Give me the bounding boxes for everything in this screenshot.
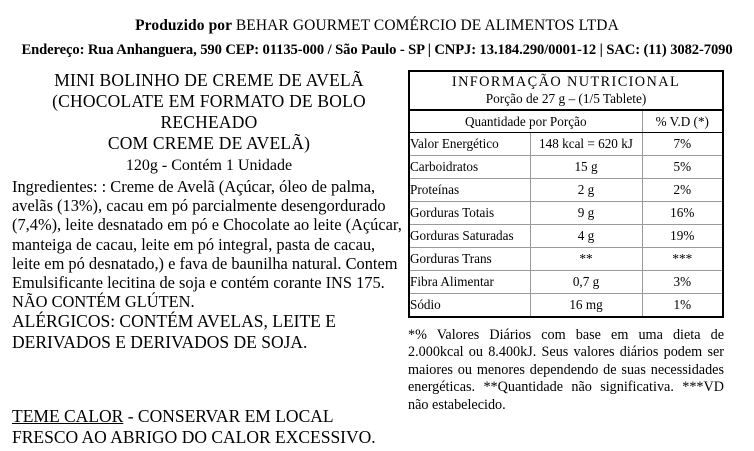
nutrient-vd: 1% xyxy=(642,294,723,318)
nutrient-label: Gorduras Saturadas xyxy=(409,225,530,248)
nutrient-vd: 16% xyxy=(642,202,723,225)
nutrient-label: Gorduras Trans xyxy=(409,248,530,271)
nutrition-column xyxy=(408,70,748,414)
storage-instructions xyxy=(12,406,406,448)
nutrition-footnote: *% Valores Diários com base em uma dieta de 2.000kcal ou 8.400kJ. Seus valores diários podem ser maiores ou menores dependendo de suas necessidades energéticas. **Quantidade não significativa. ***VD não estabelecido. xyxy=(408,327,724,413)
table-row xyxy=(409,202,723,225)
product-net-weight: 120g - Contém 1 Unidade xyxy=(125,157,293,174)
nutrition-title: INFORMAÇÃO NUTRICIONAL xyxy=(451,74,681,90)
address-line: Endereço: Rua Anhanguera, 590 CEP: 01135-000 / São Paulo - SP | CNPJ: 13.184.290/0001-12 | SAC: (11) 3082-7090 xyxy=(21,42,733,58)
nutrient-label: Valor Energético xyxy=(409,133,530,156)
product-title-line-2: (CHOCOLATE EM FORMATO DE BOLO RECHEADO xyxy=(52,91,366,132)
product-title xyxy=(12,70,406,154)
storage-heat-warning: TEME CALOR xyxy=(12,406,124,427)
table-row xyxy=(409,133,723,156)
nutrient-amount: 0,7 g xyxy=(530,271,642,294)
nutrient-amount: 4 g xyxy=(530,225,642,248)
nutrient-label: Fibra Alimentar xyxy=(409,271,530,294)
nutrient-amount: 16 mg xyxy=(530,294,642,318)
product-info-column xyxy=(8,70,406,448)
storage-line-1 xyxy=(12,406,406,427)
table-row xyxy=(409,179,723,202)
nutrient-amount: 9 g xyxy=(530,202,642,225)
ingredients-text: Ingredientes: : Creme de Avelã (Açúcar, óleo de palma, avelãs (13%), cacau em pó parcialmente desengordurado (7,4%), leite desnatado em pó e Chocolate ao leite (Açúcar, manteiga de cacau, leite em pó integral, pasta de cacau, leite em pó desnatado,) e fava de baunilha natural. Contem Emulsificante lecitina de soja e contém corante INS 175. NÃO CONTÉM GLÚTEN. xyxy=(12,177,402,312)
storage-line-2: FRESCO AO ABRIGO DO CALOR EXCESSIVO. xyxy=(12,427,376,448)
nutrient-amount: ** xyxy=(530,248,642,271)
nutrient-vd: 7% xyxy=(642,133,723,156)
nutrition-portion: Porção de 27 g – (1/5 Tablete) xyxy=(485,91,647,106)
produced-by-line xyxy=(0,16,754,36)
nutrient-vd: 19% xyxy=(642,225,723,248)
nutrient-label: Proteínas xyxy=(409,179,530,202)
table-row xyxy=(409,294,723,318)
nutrient-vd: 2% xyxy=(642,179,723,202)
nutrient-label: Carboidratos xyxy=(409,156,530,179)
nutrient-label: Sódio xyxy=(409,294,530,318)
manufacturer-header xyxy=(0,0,754,60)
table-row xyxy=(409,248,723,271)
produced-by-label: Produzido por xyxy=(135,17,236,34)
company-name: BEHAR GOURMET COMÉRCIO DE ALIMENTOS LTDA xyxy=(235,17,619,34)
table-row xyxy=(409,156,723,179)
nutrient-amount: 15 g xyxy=(530,156,642,179)
nutrition-title-row xyxy=(409,71,723,110)
nutrient-vd: 3% xyxy=(642,271,723,294)
table-row xyxy=(409,271,723,294)
allergen-line-1: ALÉRGICOS: CONTÉM AVELAS, LEITE E xyxy=(12,311,336,332)
label-body xyxy=(0,70,754,448)
nutrition-title-cell xyxy=(409,71,723,110)
nutrition-col-header-vd: % V.D (*) xyxy=(642,110,723,133)
table-row xyxy=(409,225,723,248)
nutrient-label: Gorduras Totais xyxy=(409,202,530,225)
nutrition-col-header-amount: Quantidade por Porção xyxy=(409,110,642,133)
allergen-line-2: DERIVADOS E DERIVADOS DE SOJA. xyxy=(12,331,308,352)
nutrition-subheader-row xyxy=(409,110,723,133)
nutrition-facts-table xyxy=(408,70,724,318)
allergen-warning xyxy=(12,311,406,352)
nutrient-vd: *** xyxy=(642,248,723,271)
product-title-line-3: COM CREME DE AVELÃ) xyxy=(107,133,311,153)
nutrition-table-body xyxy=(409,71,723,317)
nutrient-vd: 5% xyxy=(642,156,723,179)
product-title-line-1: MINI BOLINHO DE CREME DE AVELÃ xyxy=(54,70,364,90)
storage-line-1-rest: - CONSERVAR EM LOCAL xyxy=(123,406,334,427)
nutrient-amount: 2 g xyxy=(530,179,642,202)
nutrient-amount: 148 kcal = 620 kJ xyxy=(530,133,642,156)
